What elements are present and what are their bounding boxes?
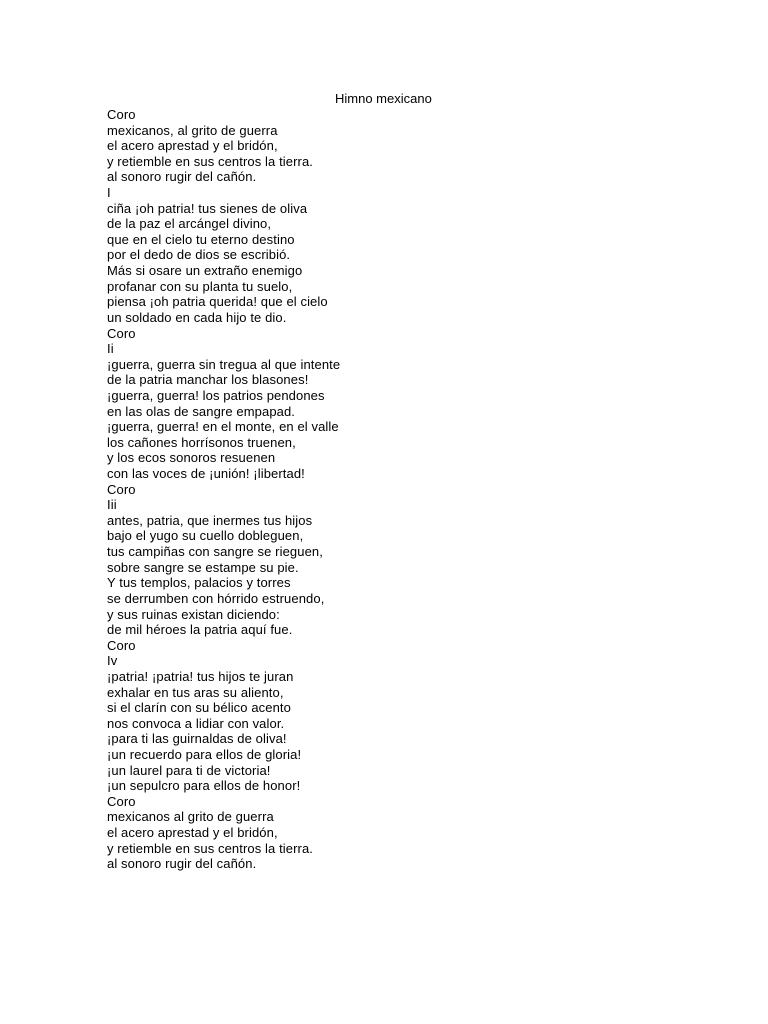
text-line: ¡patria! ¡patria! tus hijos te juran [107,668,294,684]
text-line: ¡un laurel para ti de victoria! [107,762,271,778]
text-line: al sonoro rugir del cañón. [107,169,257,185]
text-line: antes, patria, que inermes tus hijos [107,512,313,528]
text-line: ¡un recuerdo para ellos de gloria! [107,746,302,762]
text-line: mexicanos, al grito de guerra [107,122,278,138]
text-line: por el dedo de dios se escribió. [107,247,291,263]
text-line: tus campiñas con sangre se rieguen, [107,544,323,560]
text-line: y retiemble en sus centros la tierra. [107,153,314,169]
text-line: y retiemble en sus centros la tierra. [107,840,314,856]
text-line: Más si osare un extraño enemigo [107,263,303,279]
text-line: nos convoca a lidiar con valor. [107,715,285,731]
text-line: los cañones horrísonos truenen, [107,434,296,450]
text-line: ¡guerra, guerra! los patrios pendones [107,387,325,403]
text-line: sobre sangre se estampe su pie. [107,559,299,575]
text-line: Coro [107,481,136,497]
text-line: con las voces de ¡unión! ¡libertad! [107,466,305,482]
text-line: que en el cielo tu eterno destino [107,231,295,247]
text-line: ¡para ti las guirnaldas de oliva! [107,731,287,747]
text-line: Coro [107,107,136,122]
text-line: Iv [107,653,118,669]
text-line: al sonoro rugir del cañón. [107,856,257,872]
text-line: un soldado en cada hijo te dio. [107,309,287,325]
text-line: exhalar en tus aras su aliento, [107,684,284,700]
anthem-text-body [107,107,707,872]
text-line: el acero aprestad y el bridón, [107,138,278,154]
text-line: profanar con su planta tu suelo, [107,278,293,294]
text-line: Y tus templos, palacios y torres [107,575,291,591]
text-line: mexicanos al grito de guerra [107,809,274,825]
text-line: de mil héroes la patria aquí fue. [107,622,293,638]
text-line: ciña ¡oh patria! tus sienes de oliva [107,200,308,216]
text-line: Coro [107,637,136,653]
text-line: Ii [107,341,114,357]
document-title: Himno mexicano [335,91,432,106]
text-line: de la patria manchar los blasones! [107,372,309,388]
text-line: se derrumben con hórrido estruendo, [107,590,325,606]
text-line: y sus ruinas existan diciendo: [107,606,280,622]
text-line: bajo el yugo su cuello dobleguen, [107,528,304,544]
text-line: Coro [107,793,136,809]
text-line: ¡guerra, guerra! en el monte, en el valle [107,419,339,435]
text-line: el acero aprestad y el bridón, [107,825,278,841]
text-line: Coro [107,325,136,341]
text-line: si el clarín con su bélico acento [107,700,291,716]
text-line: en las olas de sangre empapad. [107,403,296,419]
text-line: ¡guerra, guerra sin tregua al que intente [107,356,341,372]
text-line: Iii [107,497,117,513]
text-line: piensa ¡oh patria querida! que el cielo [107,294,328,310]
text-line: de la paz el arcángel divino, [107,216,272,232]
text-line: y los ecos sonoros resuenen [107,450,276,466]
text-line: I [107,185,111,201]
text-line: ¡un sepulcro para ellos de honor! [107,778,301,794]
